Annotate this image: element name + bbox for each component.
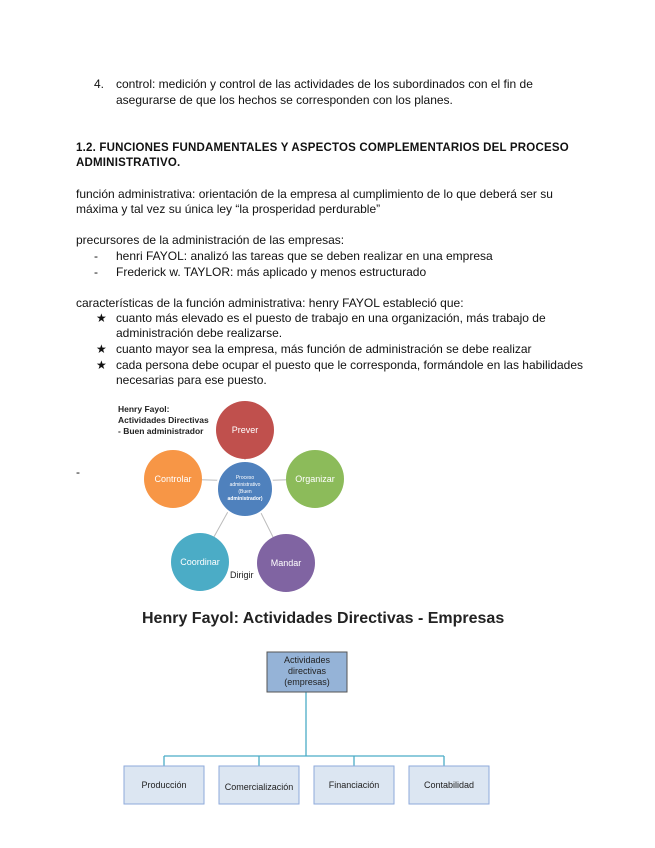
precursor-item-taylor: [94, 265, 426, 280]
item4-number: 4.: [94, 77, 105, 91]
prever-label: Prever: [231, 425, 259, 435]
precursor-text-taylor: Frederick w. TAYLOR: más aplicado y menos estructurado: [116, 265, 427, 279]
caracteristica-3-line2: necesarias para ese puesto.: [116, 373, 267, 387]
star-bullet-icon: ★: [96, 311, 107, 325]
caracteristicas-intro: características de la función administrativa: henry FAYOL estableció que:: [76, 296, 464, 310]
funcion-line2: máxima y tal vez su única ley “la prosperidad perdurable”: [76, 202, 381, 216]
org-child-comercializacion: Comercialización: [224, 782, 294, 792]
item4-line1: control: medición y control de las actividades de los subordinados con el fin de: [116, 77, 533, 91]
caracteristica-1-line2: administración debe realizarse.: [116, 326, 283, 340]
center-line1: Proceso: [235, 475, 255, 481]
caracteristica-1-line1: cuanto más elevado es el puesto de trabajo en una organización, más trabajo de: [116, 311, 546, 325]
center-line2: administrativo: [229, 482, 261, 488]
fayol-cycle-diagram: [0, 396, 655, 596]
section-heading-line2: ADMINISTRATIVO.: [76, 157, 181, 169]
org-child-financiacion: Financiación: [328, 780, 380, 790]
star-bullet-icon: ★: [96, 342, 107, 356]
org-root-line3: (empresas): [284, 677, 330, 687]
coordinar-label: Coordinar: [180, 557, 220, 567]
precursor-text-fayol: henri FAYOL: analizó las tareas que se deben realizar en una empresa: [116, 249, 493, 263]
precursor-item-fayol: [94, 249, 493, 264]
org-chart-diagram: [0, 640, 655, 820]
caracteristica-3-line1: cada persona debe ocupar el puesto que le corresponda, formándole en las habilidades: [116, 358, 583, 372]
cycle-title-line2: Actividades Directivas: [118, 415, 209, 425]
dash-marker: -: [94, 249, 98, 263]
mandar-label: Mandar: [270, 558, 302, 568]
funcion-line1: función administrativa: orientación de la empresa al cumplimiento de lo que deberá ser su: [76, 187, 553, 201]
star-bullet-icon: ★: [96, 358, 107, 372]
precursores-intro: precursores de la administración de las empresas:: [76, 233, 345, 247]
org-child-contabilidad: Contabilidad: [423, 780, 475, 790]
caracteristica-2: cuanto mayor sea la empresa, más función de administración se debe realizar: [116, 342, 532, 356]
cycle-title-line3: - Buen administrador: [118, 426, 204, 436]
section-heading-line1: 1.2. FUNCIONES FUNDAMENTALES Y ASPECTOS COMPLEMENTARIOS DEL PROCESO: [76, 142, 569, 154]
dash-marker: -: [94, 265, 98, 279]
controlar-label: Controlar: [154, 474, 192, 484]
item4-line2: asegurarse de que los hechos se corresponden con los planes.: [116, 93, 453, 107]
org-root-line2: directivas: [287, 666, 327, 676]
organizar-label: Organizar: [295, 474, 335, 484]
org-chart-title: Henry Fayol: Actividades Directivas - Empresas: [142, 610, 505, 627]
center-line4: administrador): [227, 496, 263, 502]
org-root-line1: Actividades: [283, 655, 331, 665]
center-line3: (Buen: [238, 489, 252, 495]
lone-dash: -: [76, 465, 80, 479]
org-child-produccion: Producción: [141, 780, 187, 790]
cycle-title-line1: Henry Fayol:: [118, 404, 170, 414]
dirigir-label: Dirigir: [230, 570, 254, 580]
